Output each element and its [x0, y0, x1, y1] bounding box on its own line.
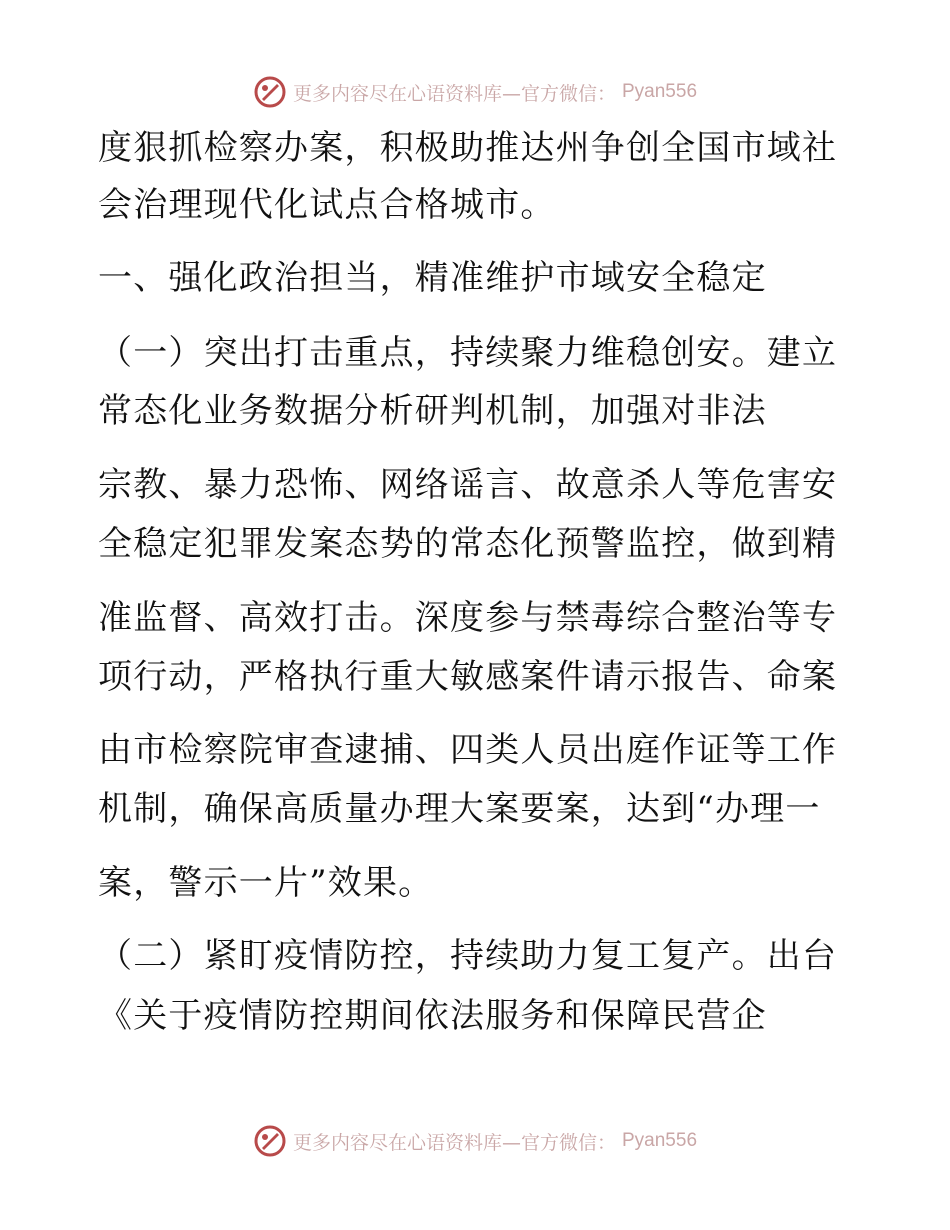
body-line-12: （二）紧盯疫情防控，持续助力复工复产。出台	[98, 936, 838, 976]
body-line-6: 全稳定犯罪发案态势的常态化预警监控，做到精	[98, 524, 838, 564]
body-line-10: 机制，确保高质量办理大案要案，达到“办理一	[98, 789, 821, 829]
watermark-logo-icon	[253, 75, 287, 109]
watermark-text: 更多内容尽在心语资料库—官方微信：	[292, 82, 616, 105]
watermark-text: 更多内容尽在心语资料库—官方微信：	[292, 1131, 616, 1154]
body-line-11: 案，警示一片”效果。	[98, 863, 434, 903]
section-heading-1: 一、强化政治担当，精准维护市域安全稳定	[98, 258, 767, 298]
body-line-13: 《关于疫情防控期间依法服务和保障民营企	[98, 996, 767, 1036]
watermark-logo-icon	[253, 1124, 287, 1158]
header-watermark	[0, 72, 950, 112]
body-line-2: 会治理现代化试点合格城市。	[98, 185, 556, 225]
body-line-8: 项行动，严格执行重大敏感案件请示报告、命案	[98, 657, 838, 697]
watermark-wechat-id: Pyan556	[622, 81, 698, 102]
watermark-wechat-id: Pyan556	[622, 1130, 698, 1151]
body-line-4: 常态化业务数据分析研判机制，加强对非法	[98, 391, 767, 431]
footer-watermark	[0, 1121, 950, 1161]
body-line-1: 度狠抓检察办案，积极助推达州争创全国市域社	[98, 128, 838, 168]
body-line-3: （一）突出打击重点，持续聚力维稳创安。建立	[98, 333, 838, 373]
body-line-7: 准监督、高效打击。深度参与禁毒综合整治等专	[98, 598, 838, 638]
body-line-5: 宗教、暴力恐怖、网络谣言、故意杀人等危害安	[98, 465, 838, 505]
body-line-9: 由市检察院审查逮捕、四类人员出庭作证等工作	[98, 730, 838, 770]
